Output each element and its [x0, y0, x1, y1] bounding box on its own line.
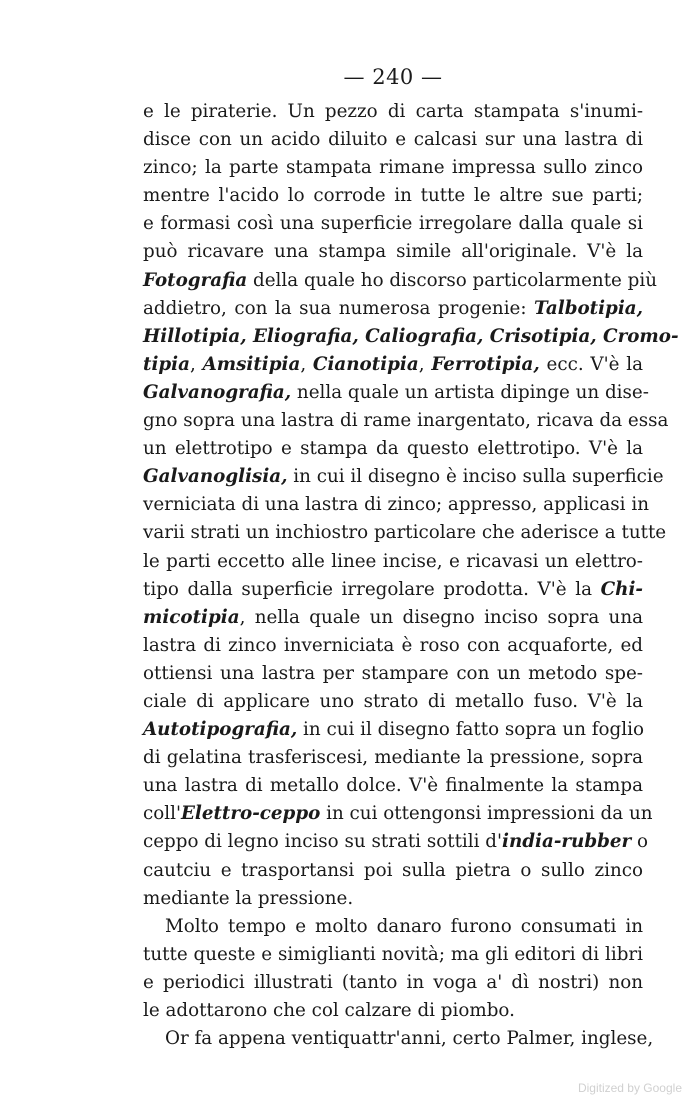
text-run: tipo dalla superficie irregolare prodotta. V'è la [143, 578, 601, 600]
text-run: zinco; la parte stampata rimane impressa sullo zinco [143, 157, 643, 179]
text-line [143, 519, 667, 547]
page-body [143, 62, 679, 1053]
text-run: in cui ottengonsi impressioni da un [320, 803, 653, 825]
text-run: , [300, 353, 313, 375]
italic-term: Chi- [600, 578, 643, 600]
text-line [143, 857, 643, 885]
text-run: ciale di applicare uno strato di metallo fuso. V'è la [143, 690, 643, 712]
text-line [143, 885, 643, 913]
text-line [143, 98, 643, 126]
text-run: in cui il disegno è inciso sulla superficie [287, 466, 664, 488]
text-line [143, 660, 643, 688]
text-run: varii strati un inchiostro particolare che aderisce a tutte [143, 522, 667, 544]
text-line [143, 379, 649, 407]
text-line [143, 604, 643, 632]
text-run: le adottarono che col calzare di piombo. [143, 1000, 515, 1021]
italic-term: Elettro-ceppo [180, 803, 321, 825]
paragraph [143, 913, 643, 1025]
text-run: mediante la pressione. [143, 887, 354, 909]
text-line [143, 576, 643, 604]
text-run: , [418, 353, 432, 375]
text-line [143, 210, 643, 238]
text-run: ottiensi una lastra per stampare con un metodo spe- [143, 662, 643, 684]
text-run: tutte queste e simiglianti novità; ma gli editori di libri [143, 943, 643, 965]
italic-term: Talbotipia, [534, 297, 643, 319]
italic-term: Ferrotipia, [431, 353, 540, 375]
text-run: e periodici illustrati (tanto in voga a' dì nostri) non [143, 971, 643, 993]
text-line [143, 323, 679, 351]
text-run: disce con un acido diluito e calcasi sur una lastra di [143, 129, 643, 151]
text-run: Molto tempo e molto danaro furono consumati in [165, 915, 643, 937]
text-run: ceppo di legno inciso su strati sottili d' [143, 831, 503, 853]
text-run: di gelatina trasferiscesi, mediante la pressione, sopra [143, 747, 643, 769]
italic-term: tipia [143, 353, 190, 375]
text-line [143, 463, 664, 491]
paragraph [143, 98, 679, 913]
text-run: una lastra di metallo dolce. V'è finalmente la stampa [143, 775, 643, 797]
italic-term: Amsitipia [202, 353, 301, 375]
text-run: della quale ho discorso particolarmente più [247, 269, 658, 291]
text-line [143, 407, 669, 435]
text-run: e formasi così una superficie irregolare dalla quale si [143, 213, 643, 235]
text-run: un elettrotipo e stampa da questo elettrotipo. V'è la [143, 438, 643, 460]
text-run: , [189, 353, 203, 375]
text-line [143, 435, 643, 463]
text-line [143, 1025, 654, 1053]
italic-term: Fotografia [143, 269, 248, 291]
text-line [143, 688, 643, 716]
italic-term: Cianotipia [312, 353, 419, 375]
text-line [143, 632, 643, 660]
text-line [143, 126, 643, 154]
italic-term: india-rubber [502, 831, 632, 853]
text-run: addietro, con la sua numerosa progenie: [143, 297, 535, 319]
text-line [143, 548, 643, 576]
text-line [143, 491, 649, 519]
text-line [143, 295, 643, 323]
text-line [143, 997, 643, 1025]
text-line [143, 182, 643, 210]
watermark: Digitized by Google [577, 1081, 682, 1095]
text-run: e le piraterie. Un pezzo di carta stampata s'inumi- [143, 101, 643, 122]
italic-term: Autotipografia, [143, 719, 298, 741]
text-run: mentre l'acido lo corrode in tutte le altre sue parti; [143, 185, 643, 207]
text-line [143, 828, 648, 856]
text-run: può ricavare una stampa simile all'originale. V'è la [143, 241, 643, 263]
italic-term: micotipia [143, 606, 240, 628]
text-line [143, 941, 643, 969]
text-run: gno sopra una lastra di rame inargentato, ricava da essa [143, 410, 669, 432]
text-line [143, 800, 653, 828]
text-run: , nella quale un disegno inciso sopra una [239, 606, 643, 628]
text-run: Or fa appena ventiquattr'anni, certo Palmer, inglese, [165, 1028, 654, 1050]
text-line [143, 969, 643, 997]
italic-term: Galvanografia, [143, 381, 292, 403]
text-run: lastra di zinco inverniciata è roso con acquaforte, ed [143, 634, 643, 656]
text-line [143, 238, 643, 266]
text-line [143, 716, 643, 744]
text-line [143, 154, 643, 182]
text-line [143, 351, 643, 379]
text-run: o [631, 831, 648, 853]
italic-term: Hillotipia, Eliografia, Caliografia, Crisotipia, Cromo- [143, 325, 679, 347]
text-run: verniciata di una lastra di zinco; appresso, applicasi in [143, 494, 649, 516]
page-text [143, 98, 679, 1053]
text-run: le parti eccetto alle linee incise, e ricavasi un elettro- [143, 550, 643, 572]
text-line [143, 913, 643, 941]
text-line [143, 267, 658, 295]
text-run: in cui il disegno fatto sopra un foglio [297, 719, 644, 741]
text-run: ecc. V'è la [539, 353, 644, 375]
paragraph [143, 1025, 654, 1053]
text-run: nella quale un artista dipinge un dise- [291, 381, 649, 403]
text-run: cautciu e trasportansi poi sulla pietra o sullo zinco [143, 859, 643, 881]
text-line [143, 744, 643, 772]
text-line [143, 772, 643, 800]
page-number: — 240 — [343, 65, 443, 89]
italic-term: Galvanoglisia, [143, 466, 288, 488]
text-run: coll' [143, 803, 181, 825]
